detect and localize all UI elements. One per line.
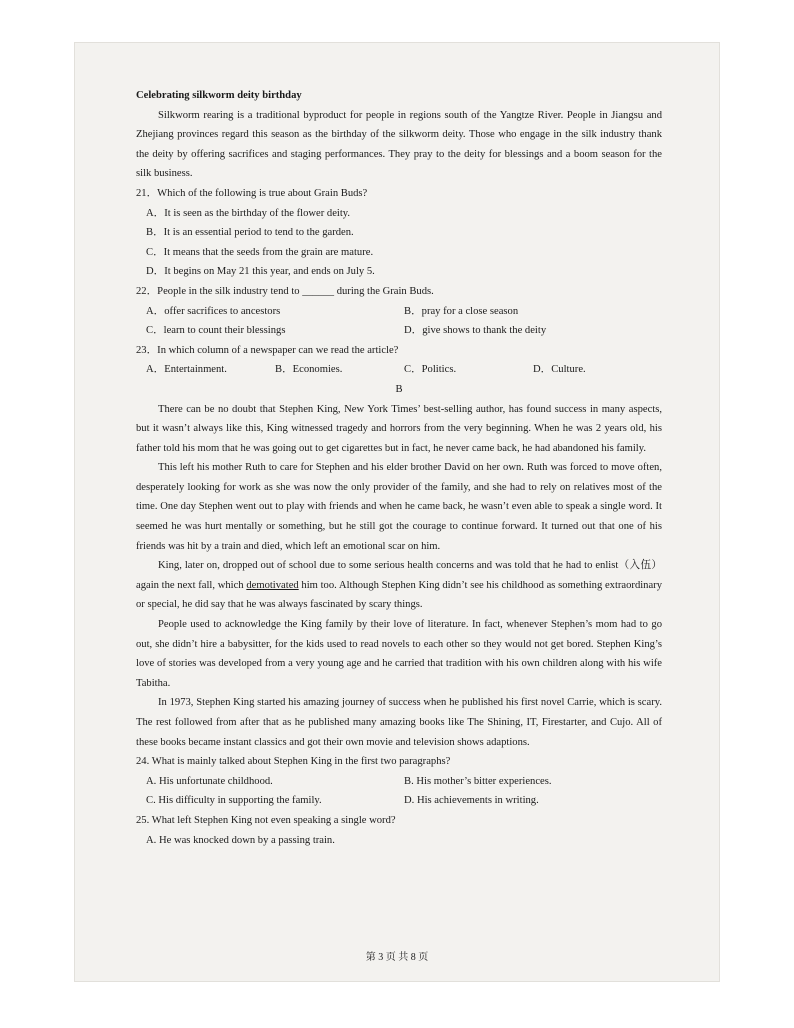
question-23-option-b[interactable]: B．Economies. bbox=[275, 364, 343, 376]
question-22-option-d[interactable]: D．give shows to thank the deity bbox=[404, 325, 547, 337]
question-23-option-a[interactable]: A．Entertainment. bbox=[146, 364, 227, 376]
question-22-option-c[interactable]: C．learn to count their blessings bbox=[146, 325, 286, 337]
question-21-stem: 21．Which of the following is true about Grain Buds? bbox=[136, 187, 368, 199]
question-22-option-b[interactable]: B．pray for a close season bbox=[404, 305, 519, 317]
question-22-blank: ______ bbox=[302, 285, 335, 297]
question-22-stem-before: 22．People in the silk industry tend to bbox=[136, 285, 300, 297]
question-24-stem: 24. What is mainly talked about Stephen King in the first two paragraphs? bbox=[136, 756, 451, 768]
question-23-stem: 23．In which column of a newspaper can we read the article? bbox=[136, 344, 399, 356]
question-23-option-c[interactable]: C．Politics. bbox=[404, 364, 457, 376]
section-b-heading: B bbox=[395, 383, 403, 395]
exam-page bbox=[74, 42, 720, 982]
question-24-option-a[interactable]: A. His unfortunate childhood. bbox=[146, 775, 273, 787]
passage-a-paragraph: Silkworm rearing is a traditional byproduct for people in regions south of the Yangtze River. People in Jiangsu and Zhejiang provinces regard this season as the birthday of the silkworm deity. Those who engage in the silk industry thank the deity by offering sacrifices and staging performances. They pray to the deity for blessings and a boom season for the silk business. bbox=[136, 109, 662, 180]
question-21-options bbox=[136, 204, 662, 282]
question-25-options bbox=[136, 831, 662, 851]
question-24-option-d[interactable]: D. His achievements in writing. bbox=[404, 795, 539, 807]
passage-b-paragraph-3 bbox=[136, 556, 662, 615]
question-24-option-c[interactable]: C. His difficulty in supporting the family. bbox=[146, 795, 322, 807]
page-number-footer: 第 3 页 共 8 页 bbox=[365, 952, 429, 963]
passage-b-paragraph-1: There can be no doubt that Stephen King, New York Times’ best-selling author, has found success in many aspects, but it wasn’t always like this, King witnessed tragedy and horrors from the very beginning. When he was 2 years old, his father told his mom that he was going out to get cigarettes but in fact, he never came back, he had abandoned his family. bbox=[136, 403, 662, 454]
question-22-options bbox=[136, 302, 662, 341]
question-21-option-a[interactable]: A．It is seen as the birthday of the flower deity. bbox=[146, 207, 351, 219]
question-22-stem bbox=[136, 282, 662, 302]
underlined-word: demotivated bbox=[246, 579, 299, 591]
question-24-option-b[interactable]: B. His mother’s bitter experiences. bbox=[404, 775, 552, 787]
passage-a-title: Celebrating silkworm deity birthday bbox=[136, 90, 302, 101]
question-23-option-d[interactable]: D．Culture. bbox=[533, 364, 586, 376]
passage-b-paragraph-4: People used to acknowledge the King family by their love of literature. In fact, whenever Stephen’s mom had to go out, she didn’t hire a babysitter, for the kids used to read novels to each other so they would not get bored. Stephen King’s love of stories was developed from a very young age and he carried that tradition with his own children along with his wife Tabitha. bbox=[136, 619, 662, 689]
question-24-options bbox=[136, 772, 662, 811]
question-22-stem-after: during the Grain Buds. bbox=[336, 285, 434, 297]
question-21-option-b[interactable]: B．It is an essential period to tend to the garden. bbox=[146, 227, 354, 239]
page-content bbox=[136, 86, 662, 850]
question-23-options bbox=[136, 360, 662, 380]
question-25-stem: 25. What left Stephen King not even speaking a single word? bbox=[136, 814, 396, 826]
question-22-option-a[interactable]: A．offer sacrifices to ancestors bbox=[146, 305, 281, 317]
passage-b-paragraph-2: This left his mother Ruth to care for Stephen and his elder brother David on her own. Ruth was forced to move often, desperately looking for work as she was now the only provider of the family, and she had to rely on relatives most of the time. One day Stephen went out to play with friends and when he came back, he wasn’t even able to speak a single word. It seemed he was hurt mentally or something, but he still got the courage to continue forward. It turned out that one of his friends was hit by a train and died, which left an emotional scar on him. bbox=[136, 462, 662, 552]
question-21-option-c[interactable]: C．It means that the seeds from the grain are mature. bbox=[146, 246, 374, 258]
question-21-option-d[interactable]: D．It begins on May 21 this year, and ends on July 5. bbox=[146, 266, 375, 278]
passage-b-paragraph-5: In 1973, Stephen King started his amazing journey of success when he published his first novel Carrie, which is scary. The rest followed from after that as he published many amazing books like The Shining, IT, Firestarter, and Cujo. All of these books became instant classics and got their own movie and television shows adaptions. bbox=[136, 697, 662, 748]
question-25-option-a[interactable]: A. He was knocked down by a passing train. bbox=[146, 834, 335, 846]
paragraph-3-text-before: King, later on, dropped out of school due to some serious health concerns and was told that he had to enlist（入伍）again the next fall, which bbox=[136, 560, 662, 591]
paragraph-3-text-after: him too. Although Stephen King didn’t see his childhood as something extraordinary or special, he did say that he was always fascinated by scary things. bbox=[136, 579, 663, 611]
